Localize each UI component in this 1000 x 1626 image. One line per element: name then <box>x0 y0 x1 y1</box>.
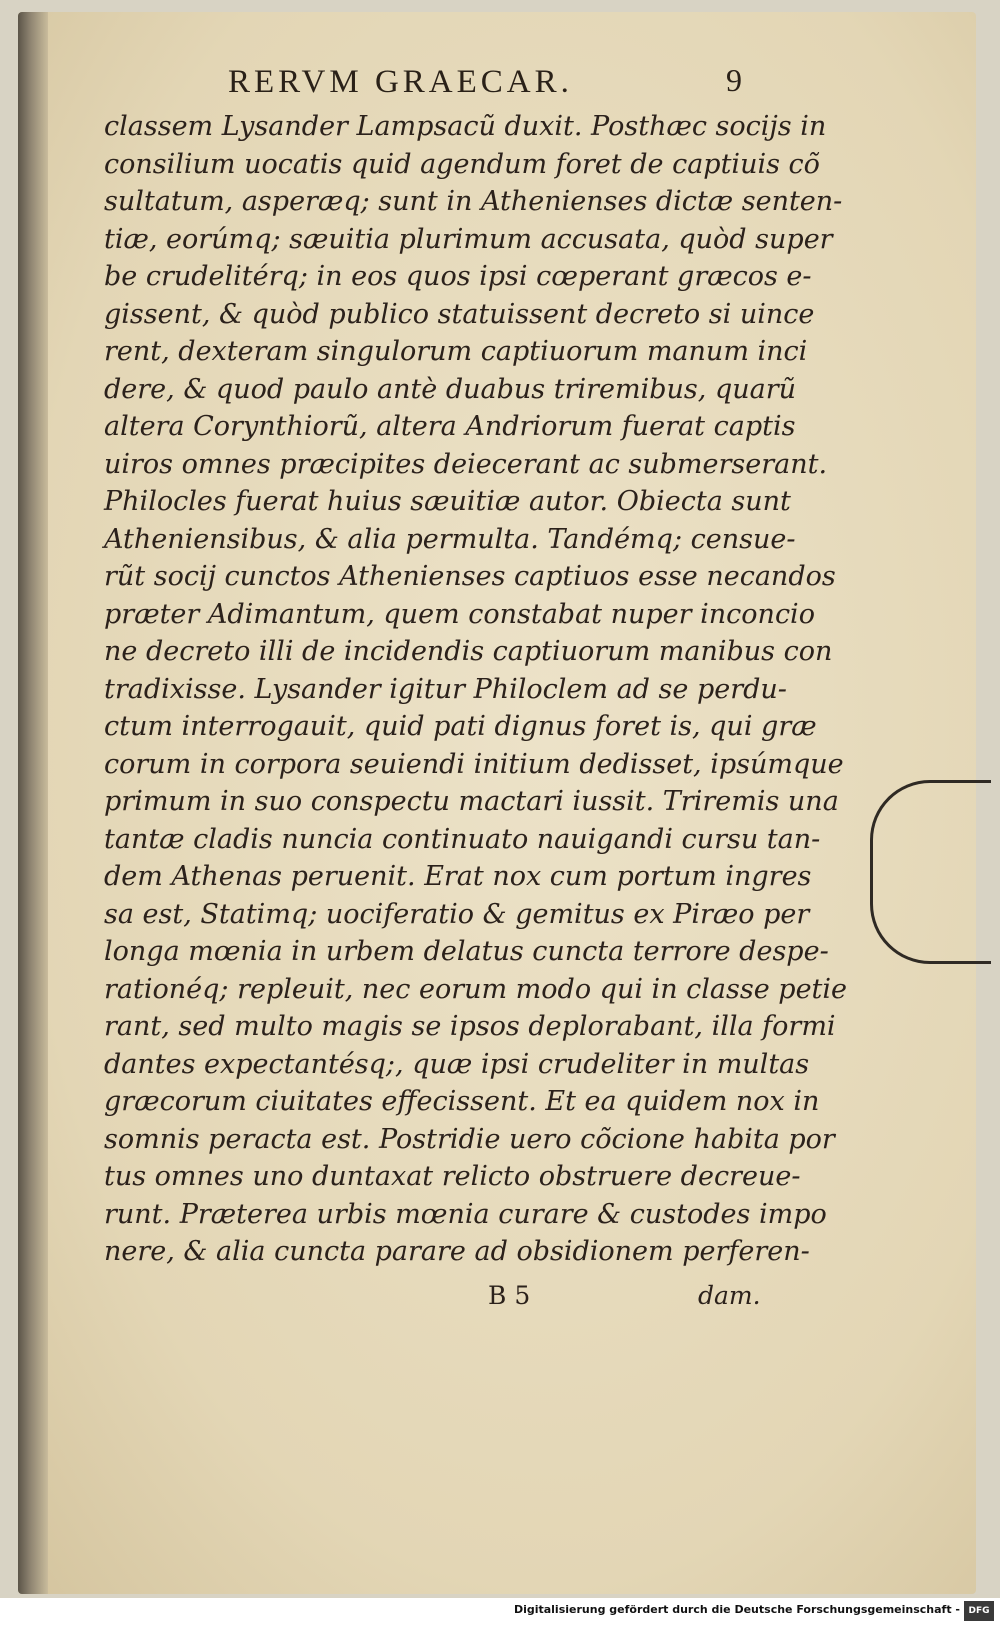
text-line: rationéq; repleuit, nec eorum modo qui in classe petie <box>104 973 848 1005</box>
text-line: somnis peracta est. Postridie uero cõcione habita por <box>104 1123 835 1155</box>
text-line: rũt socij cunctos Athenienses captiuos esse necandos <box>104 561 836 592</box>
text-line: classem Lysander Lampsacũ duxit. Posthæc socijs in <box>104 111 827 142</box>
text-line: longa mœnia in urbem delatus cuncta terrore despe- <box>104 936 829 967</box>
running-title: RERVM GRAECAR. <box>228 64 573 100</box>
credit-bar <box>0 1598 1000 1626</box>
text-line: tiæ, eorúmq; sæuitia plurimum accusata, quòd super <box>104 223 833 255</box>
text-line: græcorum ciuitates effecissent. Et ea quidem nox in <box>104 1086 820 1117</box>
text-line: dere, & quod paulo antè duabus triremibus, quarũ <box>104 373 797 405</box>
text-line: ctum interrogauit, quid pati dignus foret is, qui græ <box>104 711 817 742</box>
text-line: gissent, & quòd publico statuissent decreto si uince <box>104 298 815 330</box>
running-head <box>18 56 976 106</box>
text-line: nere, & alia cuncta parare ad obsidionem perferen- <box>104 1236 810 1267</box>
text-line: Philocles fuerat huius sæuitiæ autor. Obiecta sunt <box>104 486 791 517</box>
text-line: tantæ cladis nuncia continuato nauigandi cursu tan- <box>104 823 821 855</box>
text-line: tus omnes uno duntaxat relicto obstruere decreue- <box>104 1161 801 1192</box>
dfg-logo-icon: DFG <box>964 1601 994 1621</box>
text-line: præter Adimantum, quem constabat nuper inconcio <box>104 598 815 630</box>
catchword: dam. <box>698 1281 761 1310</box>
page-gutter <box>18 12 48 1594</box>
book-page <box>18 12 976 1594</box>
text-line: altera Corynthiorũ, altera Andriorum fuerat captis <box>104 411 796 442</box>
text-line: rant, sed multo magis se ipsos deplorabant, illa formi <box>104 1011 836 1042</box>
text-line: uiros omnes præcipites deiecerant ac submerserant. <box>104 448 828 480</box>
text-line: sultatum, asperæq; sunt in Athenienses dictæ senten- <box>104 186 843 217</box>
text-line: dem Athenas peruenit. Erat nox cum portum ingres <box>104 861 812 892</box>
page-footer <box>18 1277 976 1317</box>
text-line: ne decreto illi de incidendis captiuorum manibus con <box>104 636 833 667</box>
text-line: be crudelitérq; in eos quos ipsi cœperant græcos e- <box>104 261 812 292</box>
folio-number: 9 <box>726 62 742 98</box>
text-line: runt. Præterea urbis mœnia curare & custodes impo <box>104 1198 827 1230</box>
book-clasp <box>870 780 991 964</box>
text-line: sa est, Statimq; uociferatio & gemitus ex Piræo per <box>104 898 810 930</box>
text-block <box>104 108 848 1271</box>
text-line: Atheniensibus, & alia permulta. Tandémq; censue- <box>104 523 796 555</box>
signature-mark: B 5 <box>488 1281 531 1310</box>
text-line: rent, dexteram singulorum captiuorum manum inci <box>104 336 808 367</box>
text-line: primum in suo conspectu mactari iussit. Triremis una <box>104 786 839 817</box>
digitization-credit: Digitalisierung gefördert durch die Deutsche Forschungsgemeinschaft - <box>513 1603 960 1616</box>
text-line: dantes expectantésq;, quæ ipsi crudeliter in multas <box>104 1048 810 1080</box>
text-line: tradixisse. Lysander igitur Philoclem ad se perdu- <box>104 673 787 705</box>
text-line: consilium uocatis quid agendum foret de captiuis cõ <box>104 148 820 180</box>
text-line: corum in corpora seuiendi initium dedisset, ipsúmque <box>104 748 844 780</box>
